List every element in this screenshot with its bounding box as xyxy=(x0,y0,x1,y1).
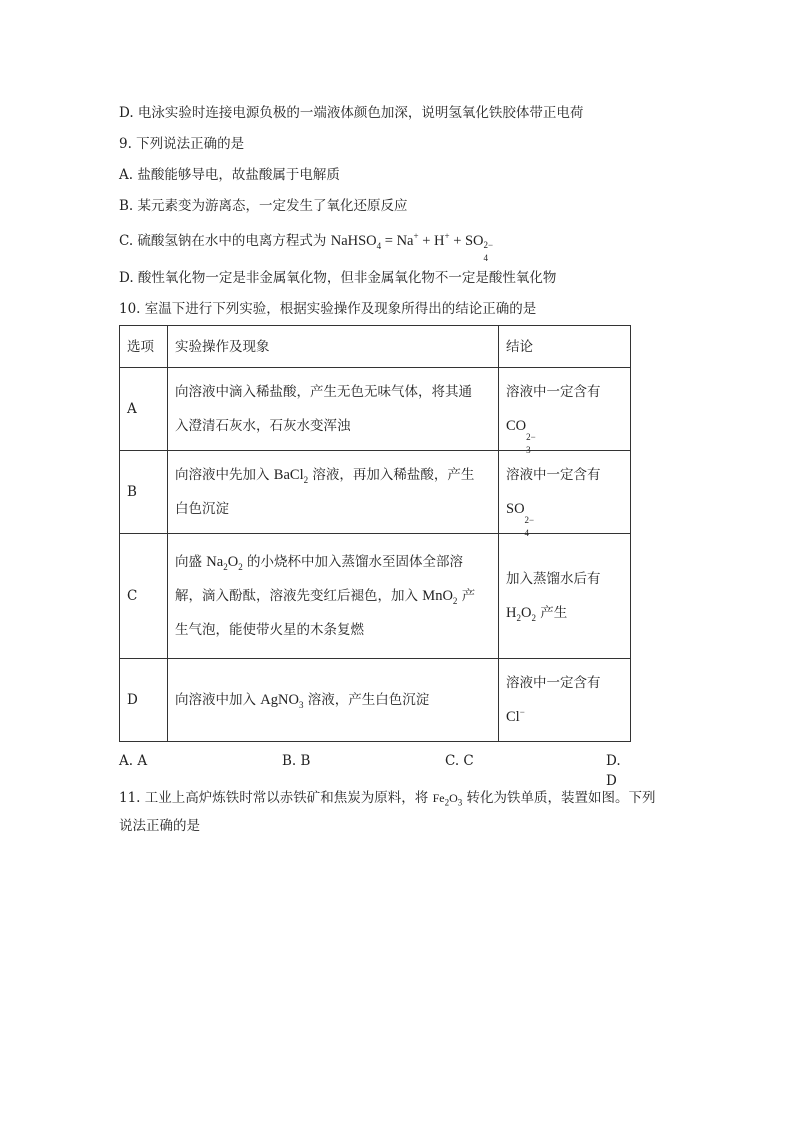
q9-option-c-equation: NaHSO$_4$ = Na+ + H+ + SO 2− 4 xyxy=(330,231,494,263)
row-operation: 向溶液中滴入稀盐酸，产生无色无味气体，将其通 入澄清石灰水，石灰水变浑浊 xyxy=(168,368,499,451)
q9-option-a: A. 盐酸能够导电，故盐酸属于电解质 xyxy=(119,167,340,183)
table-header-row xyxy=(120,326,631,368)
header-conclusion: 结论 xyxy=(499,326,631,368)
row-conclusion: 溶液中一定含有 CO 2− 3 xyxy=(499,368,631,451)
table-row xyxy=(120,368,631,451)
q10-table xyxy=(119,325,631,742)
row-option: B xyxy=(120,451,168,534)
row-option: A xyxy=(120,368,168,451)
q9-option-c xyxy=(119,231,494,263)
q10-stem: 10. 室温下进行下列实验，根据实验操作及现象所得出的结论正确的是 xyxy=(119,301,537,317)
header-operation: 实验操作及现象 xyxy=(168,326,499,368)
q11-stem-line2: 说法正确的是 xyxy=(119,818,200,834)
q10-choices xyxy=(119,751,635,789)
row-option: C xyxy=(120,534,168,659)
row-operation: 向盛 $Na_2O_2$ 的小烧杯中加入蒸馏水至固体全部溶 解，滴入酚酞，溶液先变红后褪色，加入 MnO$_2$ 产 生气泡，能使带火星的木条复燃 xyxy=(168,534,499,659)
table-row xyxy=(120,451,631,534)
header-option: 选项 xyxy=(120,326,168,368)
table-row xyxy=(120,659,631,742)
q9-option-c-prefix: C. 硫酸氢钠在水中的电离方程式为 xyxy=(119,233,327,249)
q9-option-d: D. 酸性氧化物一定是非金属氧化物，但非金属氧化物不一定是酸性氧化物 xyxy=(119,270,557,286)
q9-option-b: B. 某元素变为游离态，一定发生了氧化还原反应 xyxy=(119,198,408,214)
q9-stem: 9. 下列说法正确的是 xyxy=(119,136,245,152)
row-operation: 向溶液中加入 AgNO$_3$ 溶液，产生白色沉淀 xyxy=(168,659,499,742)
row-conclusion: 加入蒸馏水后有 $H_2O_2$ 产生 xyxy=(499,534,631,659)
row-conclusion: 溶液中一定含有 Cl− xyxy=(499,659,631,742)
table-row xyxy=(120,534,631,659)
choice-d[interactable]: D. D xyxy=(606,753,621,789)
q8-option-d: D. 电泳实验时连接电源负极的一端液体颜色加深，说明氢氧化铁胶体带正电荷 xyxy=(119,105,584,121)
row-option: D xyxy=(120,659,168,742)
row-conclusion: 溶液中一定含有 SO 2− 4 xyxy=(499,451,631,534)
row-operation: 向溶液中先加入 BaCl$_2$ 溶液，再加入稀盐酸，产生 白色沉淀 xyxy=(168,451,499,534)
choice-c[interactable]: C. C xyxy=(445,753,474,769)
q11-stem-line1: 11. 工业上高炉炼铁时常以赤铁矿和焦炭为原料，将 $Fe_2O_3$ 转化为铁单质，装置如图。下列 xyxy=(119,790,656,808)
choice-b[interactable]: B. B xyxy=(282,753,311,769)
choice-a[interactable]: A. A xyxy=(119,753,148,769)
